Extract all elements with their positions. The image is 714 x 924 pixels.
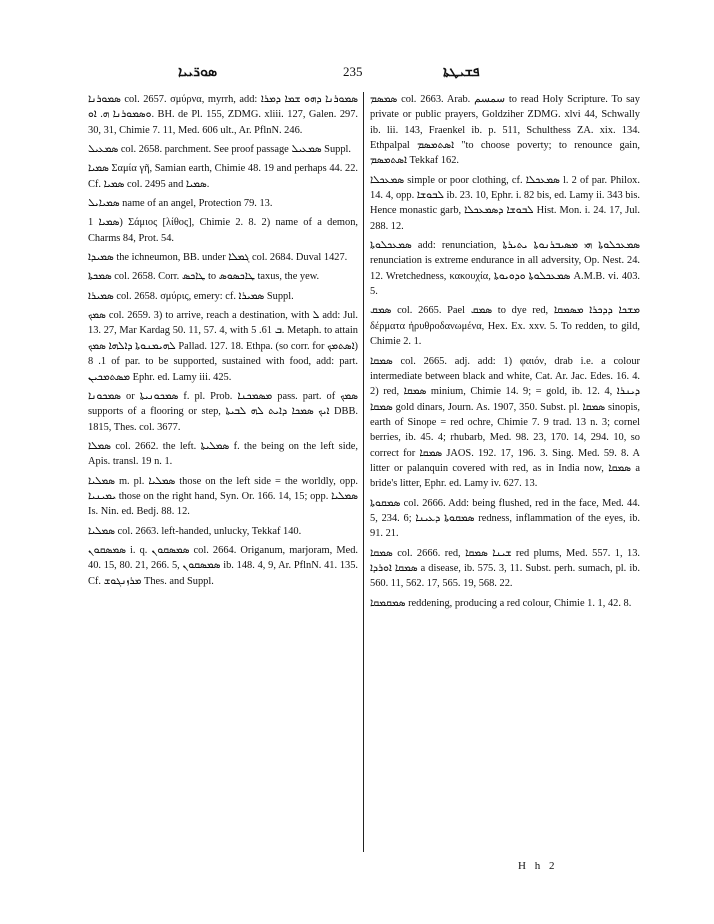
dictionary-entry: ܣܡܠܐ col. 2662. the left. ܣܡܠܝܬܐ f. the being on the left side, Apis. transl. 19 n. 1. bbox=[88, 440, 358, 468]
page-number: 235 bbox=[343, 64, 363, 79]
dictionary-entry: ܣܡܩܐ col. 2666. red, ܫܝܢܐ ܣܡܩܐ red plums, Med. 557. 1, 13. ܣܡܩܐ ܐܘܪܕܐ a disease, ib. 575. 3, 11. Subst. perh. sumach, pl. ib. 560. 11, 562. 17, 565. 19, 568. 22. bbox=[370, 547, 640, 590]
right-column bbox=[370, 92, 640, 611]
dictionary-entry: ܣܡܠܝܐ m. pl. ܣܡܠܝܐ those on the left side = the worldly, opp. ܝܡܝܢܝܐ those on the right hand, Syn. Or. 166. 14, 15; opp. ܣܡܠܝܐ Is. Nin. ed. Bedj. 88. 12. bbox=[88, 475, 358, 518]
left-column bbox=[88, 92, 358, 589]
running-header bbox=[0, 64, 714, 84]
dictionary-entry: ܣܡܥܟܠܘܬܐ add: renunciation, ܣܡܥܟܠܘܬܐ ܗܝ ܡܣܝܒܪܢܘܬܐ ܝܬܝܪܬܐ renunciation is extreme endurance in all adversity, Op. Nest. 24. 12. Wretchedness, κακουχία, ܣܡܥܟܠܘܬܐ ܘܕܘܝܘܬܐ A.M.B. vi. 403. 5. bbox=[370, 240, 641, 298]
signature-mark: H h 2 bbox=[518, 860, 558, 872]
dictionary-entry: ܣܡܥܟܠܐ simple or poor clothing, cf. ܣܡܥܟܠܐ l. 2 of par. Philox. 14. 4, opp. ܠܒܘܫܐ ib. 23. 10, Ephr. i. 82 bis, ed. Lamy ii. 343 bis. Hence monastic garb, ܠܒܘܫܐ ܕܣܡܥܟܠܐ Hist. Mon. i. 24. 17, Jul. 288. 12. bbox=[370, 174, 641, 232]
dictionary-entry: ܣܡܝܐ 1) Σάμιος [λίθος], Chimie 2. 8. 2) name of a demon, Charms 84, Prot. 54. bbox=[88, 217, 358, 244]
dictionary-entry: ܣܡܥܝܠ col. 2658. parchment. See proof passage ܣܡܥܝܠ Suppl. bbox=[88, 144, 352, 156]
dictionary-entry: ܣܡܣܩܘܢ i. q. ܣܡܣܩܘܢ col. 2664. Origanum, marjoram, Med. 40. 15, 80. 21, 266. 5, ܣܡܣܩܘܢ ib. 148. 4, 9, Ar. PflnN. 41. 135. Cf. ܡܪܙܢܓܘܫ Thes. and Suppl. bbox=[88, 544, 358, 587]
column-divider bbox=[363, 92, 364, 852]
header-left-word: ܣܘܪ̈ܝܝܐ bbox=[178, 64, 218, 80]
dictionary-entry: ܣܡܩ col. 2665. Pael ܣܡܩ to dye red, ܡܫܟܐ ܕܕܟܪܐ ܡܣܡܩܐ δέρματα ἠρυθροδανωμένα, Hex. Ex. xxv. 5. To redden, to gild, Chimie 2. 1. bbox=[370, 305, 640, 348]
dictionary-entry: ܣܡܟܬܐ col. 2658. Corr. ܛܐܟܣ to ܛܐܟܣܘܣ taxus, the yew. bbox=[88, 271, 320, 283]
dictionary-entry: ܣܡܩܘܬܐ col. 2666. Add: being flushed, red in the face, Med. 44. 5, 234. 6; ܣܡܩܘܬܐ ܕܥܝܢܐ redness, inflammation of the eyes, ib. 91. 21. bbox=[370, 497, 641, 540]
dictionary-entry: ܣܡܩܐ col. 2665. adj. add: 1) φαιόν, drab i.e. a colour intermediate between black and white, Cat. Ar. Jac. Edes. 16. 4. 2) red, ܣܡܩܐ minium, Chimie 14. 9; = gold, ib. 12. 4, ܕܝܢܪܐ ܣܡܩܐ gold dinars, Journ. As. 1907, 350. Subst. pl. ܣܡܩܐ sinopis, earth of Sinope = red ochre, Chimie 7. 9 trad. 13 n. 3; cornel berries, ib. 45. 4; rhubarb, Med. 98. 23, 170. 14, 294. 10, so correct for ܣܡܩܐ JAOS. 192. 17, 196. 3. Sing. Med. 59. 8. A litter or palanquin covered with red, as in India now, ܣܡܩܐ a bride's litter, Ephr. ed. Lamy iv. 627. 13. bbox=[370, 355, 640, 490]
dictionary-entry: ܣܡܝܐܝܠ name of an angel, Protection 79. 13. bbox=[88, 198, 273, 210]
dictionary-entry: ܣܡܝܕܐ the ichneumon, BB. under ܓܡܠܐ col. 2684. Duval 1427. bbox=[88, 252, 348, 264]
header-right-word: ܦܫܝܛܬܐ bbox=[443, 64, 480, 80]
dictionary-entry: ܣܡܣܡ col. 2663. Arab. سمسم to read Holy Scripture. To say private or public prayers, Goldziher ZDMG. xlvi 44, Schwally ib. lii. 143, Fraenkel ib. p. 511, Schulthess ZA. xix. 134. Ethpalpal ܐܣܬܡܣܡ "to choose poverty; to renounce gain, ܐܣܬܡܣܡ Tekkaf 162. bbox=[370, 94, 640, 167]
dictionary-entry: ܣܡܟ col. 2659. 3) to arrive, reach a destination, with ܠ add: Jul. 13. 27, Mar Kardag 50. 11, 57. 4, with ܒ 61. 5. Metaph. to attain ܠܗܝܡܢܘܬܐ ܕܐܠܗܐ ܣܡܟ Pallad. 127. 18. Ethpa. (so corr. for ܐܣܬܡܟ) 1. 8 of par. to be supported, sustained with food, add: part. ܡܣܬܡܟܝܢ Ephr. ed. Lamy iii. 425. bbox=[88, 310, 358, 383]
dictionary-entry: ܣܡܘܪܢܐ col. 2657. σμύρνα, myrrh, add: ܣܡܘܪܢܐ ܕܗܘ ܫܡܐ ܕܡܪܐ ܘܣܡܘܪܢܐ ܗ. ܐܘ. BH. de Pl. 155, ZDMG. xliii. 127, Galen. 297. 30, 31, Chimie 7. 11, Med. 606 ult., Ar. PflnN. 246. bbox=[88, 94, 358, 136]
dictionary-entry: ܣܡܟܘܢܐ or ܣܡܟܘܢܝܬܐ f. pl. Prob. ܡܣܡܟܢܐ pass. part. of ܣܡܟ supports of a flooring or step, ܐܝܟ ܣܡܟܐ ܕܐܝܬ ܠܗ ܠܒܝܬܐ DBB. 1815, Thes. col. 3677. bbox=[88, 390, 359, 433]
dictionary-entry: ܣܡܝܐ Σαμία γῆ, Samian earth, Chimie 48. 19 and perhaps 44. 22. Cf. ܣܡܝܐ col. 2495 and ܣܡܝܐ. bbox=[88, 163, 358, 190]
dictionary-entry: ܣܡܩܡܩܐ reddening, producing a red colour, Chimie 1. 1, 42. 8. bbox=[370, 597, 632, 609]
dictionary-entry: ܣܡܝܪܐ col. 2658. σμύρις, emery: cf. ܣܡܝܪܐ Suppl. bbox=[88, 290, 294, 302]
dictionary-entry: ܣܡܠܝܐ col. 2663. left-handed, unlucky, Tekkaf 140. bbox=[88, 525, 302, 537]
